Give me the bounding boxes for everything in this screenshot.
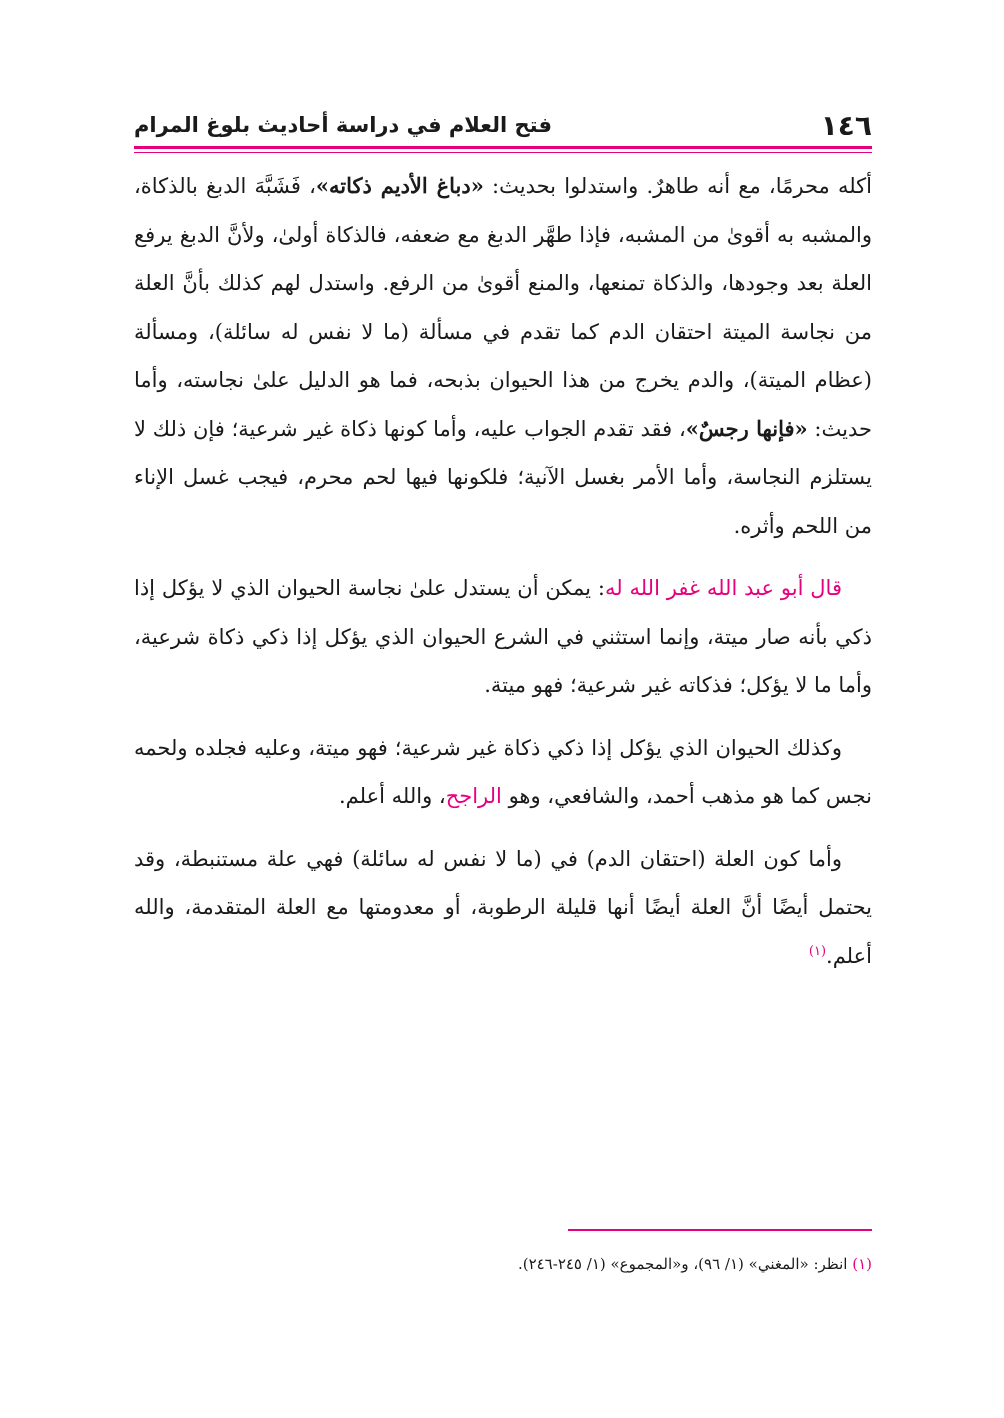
paragraph-1 bbox=[134, 162, 872, 550]
header-rule-thin bbox=[134, 152, 872, 153]
text-segment: وكذلك الحيوان الذي يؤكل إذا ذكي ذكاة غير شرعية؛ فهو ميتة، وعليه فجلده ولحمه نجس كما هو مذهب أحمد، والشافعي، وهو bbox=[134, 735, 872, 808]
text-segment: ، فقد تقدم الجواب عليه، وأما كونها ذكاة غير شرعية؛ فإن ذلك لا يستلزم النجاسة، وأما الأمر بغسل الآنية؛ فلكونها فيها لحم محرم، فيجب غسل الإناء من اللحم وأثره. bbox=[134, 416, 872, 538]
page-number: ١٤٦ bbox=[820, 108, 872, 142]
paragraph-3 bbox=[134, 724, 872, 821]
footnote-reference[interactable]: (١) bbox=[808, 943, 827, 959]
footnote-text: انظر: «المغني» (١/ ٩٦)، و«المجموع» (١/ ٢٤٥-٢٤٦). bbox=[517, 1255, 853, 1273]
text-segment: : يمكن أن يستدل علىٰ نجاسة الحيوان الذي لا يؤكل إذا ذكي بأنه صار ميتة، وإنما استثني في الشرع الحيوان الذي يؤكل إذا ذكي ذكاة شرعية، وأما ما لا يؤكل؛ فذكاته غير شرعية؛ فهو ميتة. bbox=[134, 576, 873, 697]
text-segment: وأما كون العلة (احتقان الدم) في (ما لا نفس له سائلة) فهي علة مستنبطة، وقد يحتمل أيضًا أنَّ العلة أيضًا أنها قليلة الرطوبة، أو معدومتها مع العلة المتقدمة، والله أعلم. bbox=[134, 846, 872, 968]
page-header bbox=[134, 108, 872, 142]
running-title: فتح العلام في دراسة أحاديث بلوغ المرام bbox=[134, 113, 552, 137]
paragraph-4 bbox=[134, 835, 872, 981]
paragraph-2 bbox=[134, 564, 872, 710]
rajih-term: الراجح bbox=[445, 784, 502, 808]
footnote-number: (١) bbox=[852, 1255, 872, 1273]
text-segment: ، والله أعلم. bbox=[339, 784, 446, 808]
hadith-quote: «دباغ الأديم ذكاته» bbox=[315, 173, 484, 198]
footnote-separator bbox=[568, 1229, 872, 1231]
header-rule-thick bbox=[134, 146, 872, 149]
author-attribution: قال أبو عبد الله غفر الله له bbox=[604, 576, 842, 600]
footnote bbox=[134, 1250, 872, 1278]
text-segment: ، فَشَبَّهَ الدبغ بالذكاة، والمشبه به أقوىٰ من المشبه، فإذا طهَّر الدبغ مع ضعفه، فالذكاة أولىٰ، ولأنَّ الدبغ يرفع العلة بعد وجودها، والذكاة تمنعها، والمنع أقوىٰ من الرفع. واستدل لهم كذلك بأنَّ العلة من نجاسة الميتة احتقان الدم كما تقدم في مسألة (ما لا نفس له سائلة)، ومسألة (عظام الميتة)، والدم يخرج من هذا الحيوان بذبحه، فما هو الدليل علىٰ نجاسته، وأما حديث: bbox=[134, 174, 872, 441]
main-text bbox=[134, 162, 872, 980]
text-segment: أكله محرمًا، مع أنه طاهرٌ. واستدلوا بحديث: bbox=[483, 174, 873, 198]
hadith-quote: «فإنها رجسٌ» bbox=[685, 415, 808, 441]
